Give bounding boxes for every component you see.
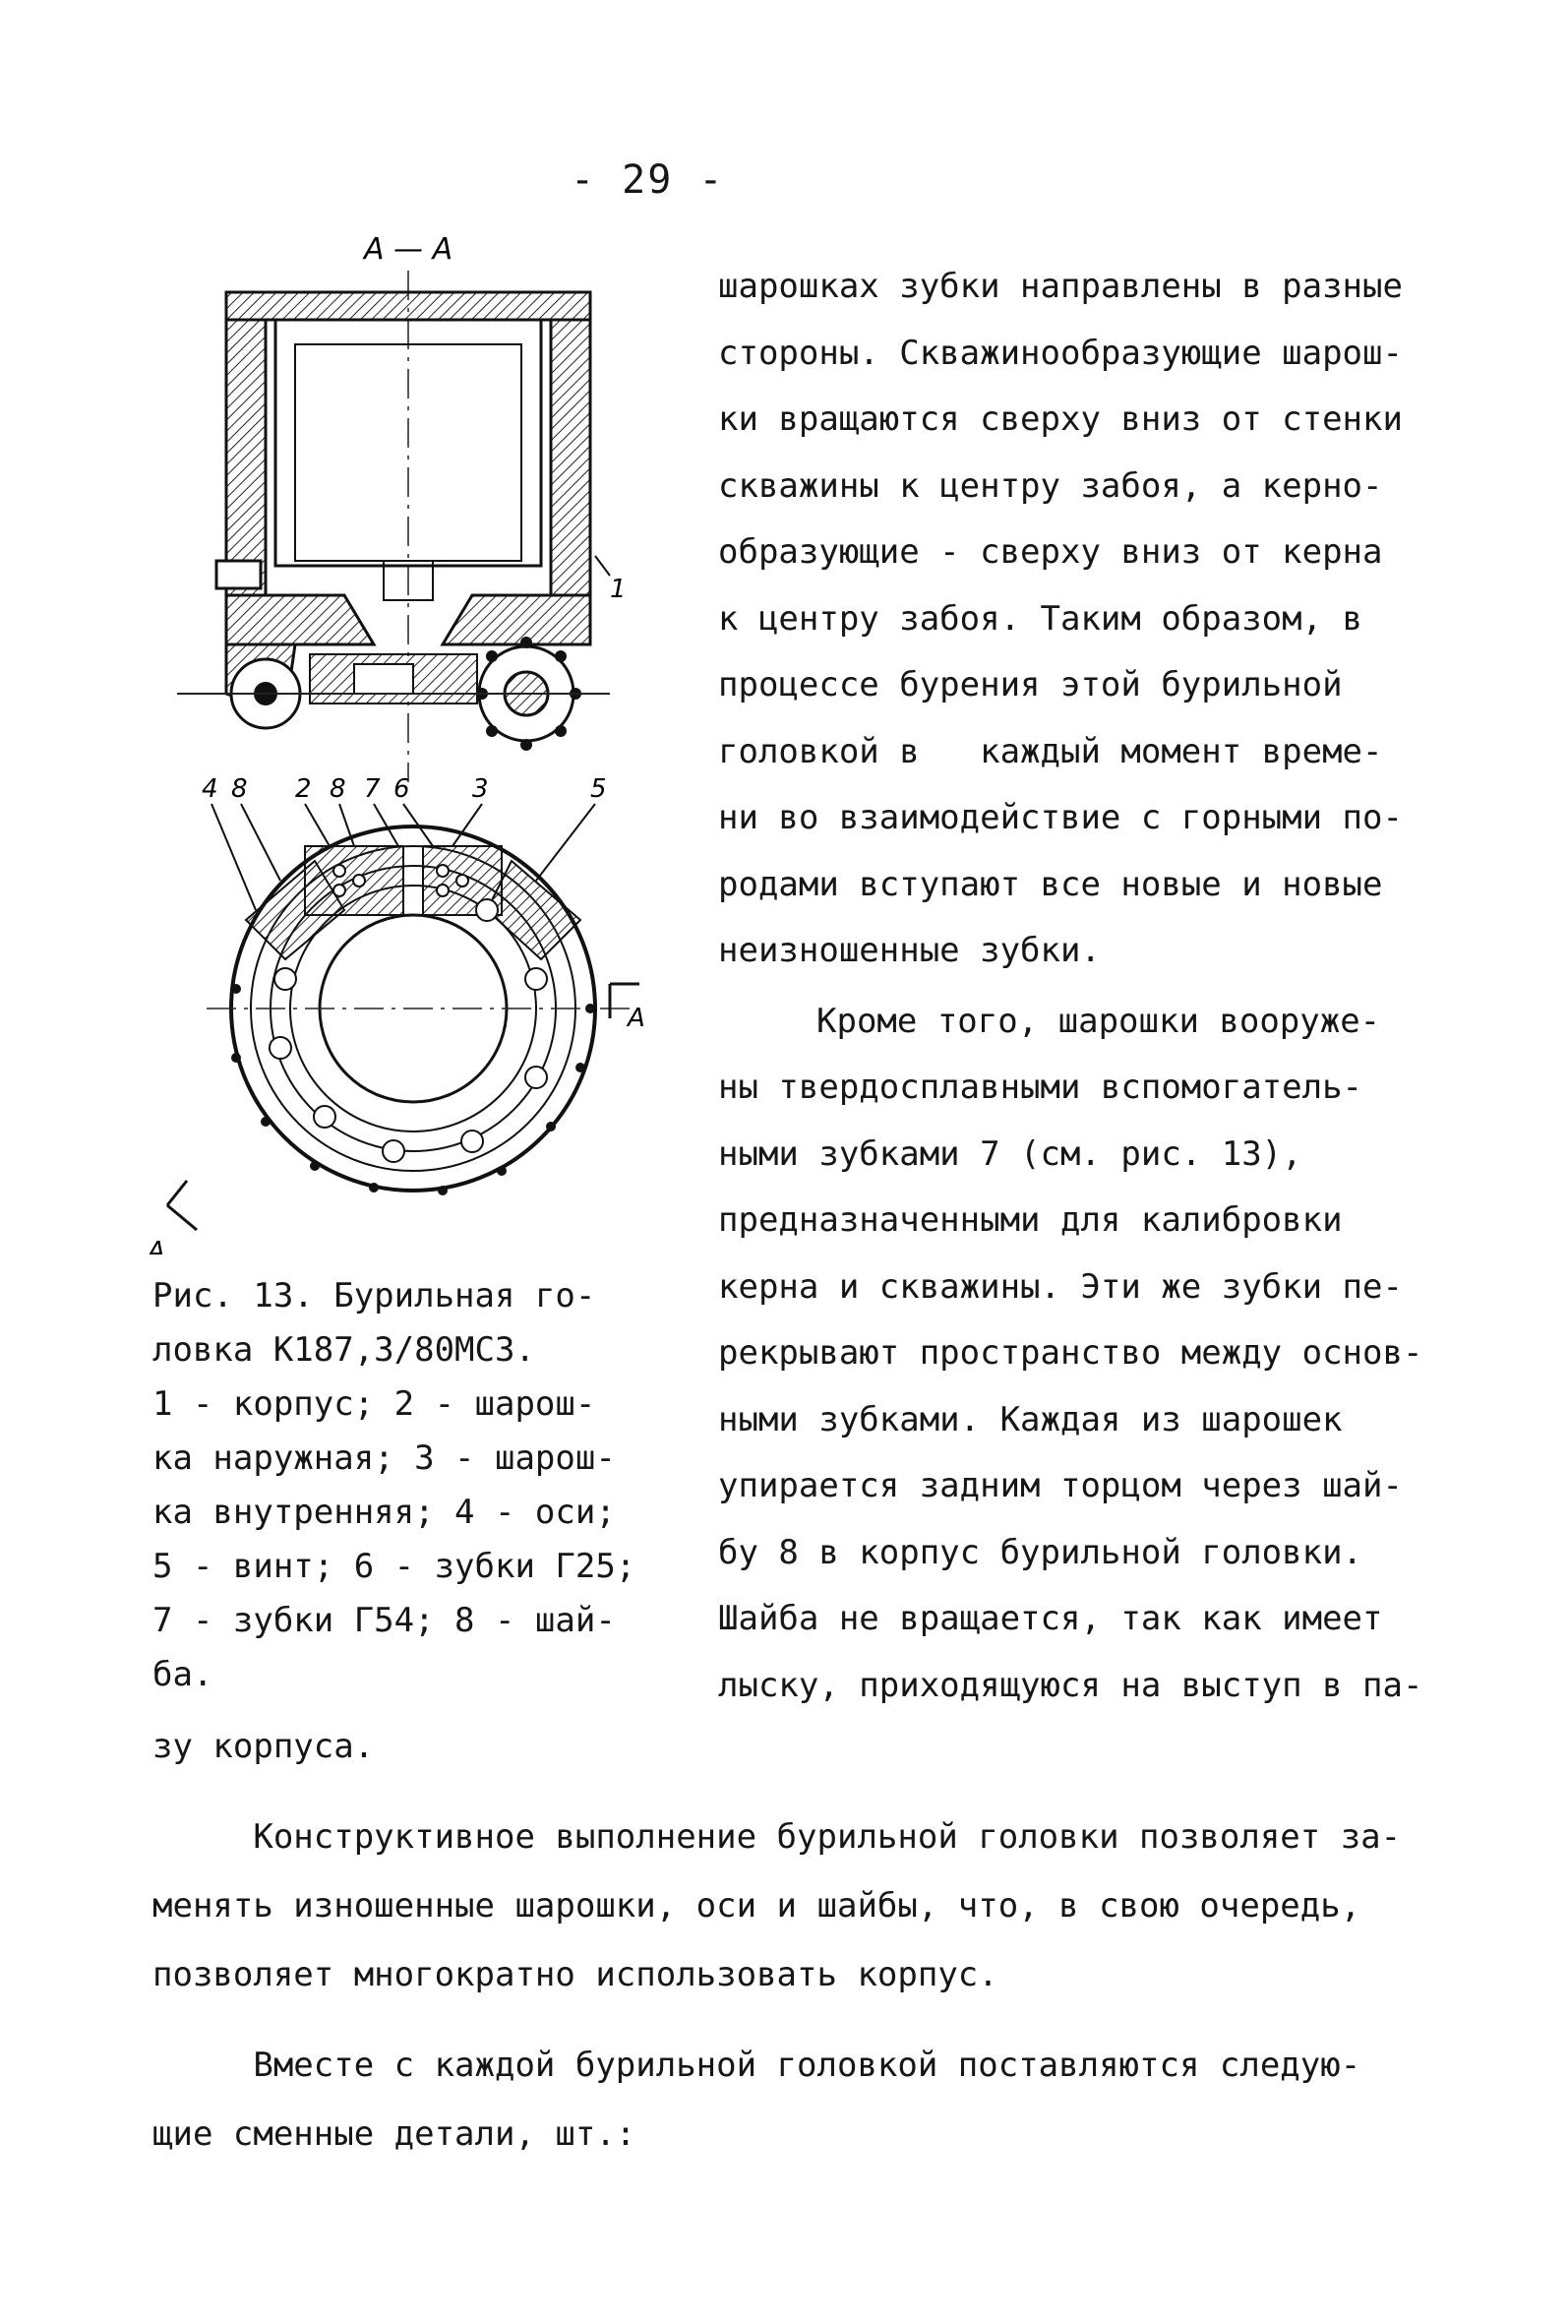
svg-text:3: 3 <box>472 774 489 804</box>
section-mark-left: А <box>148 1237 165 1254</box>
figure-caption <box>152 1269 664 1702</box>
text-line: ными зубками 7 (см. рис. 13), <box>718 1133 1302 1174</box>
text-line: позволяет многократно использовать корпус. <box>152 1955 998 1994</box>
text-line: образующие - сверху вниз от керна <box>718 532 1383 572</box>
text-line: зу корпуса. <box>152 1727 375 1766</box>
text-line: Шайба не вращается, так как имеет <box>718 1599 1383 1638</box>
section-label: А — А <box>364 232 453 267</box>
text-line: стороны. Скважинообразующие шарош- <box>718 333 1403 373</box>
text-line: щие сменные детали, шт.: <box>152 2114 636 2154</box>
page-number: - 29 - <box>571 157 725 203</box>
svg-text:2: 2 <box>295 774 312 804</box>
text-line: менять изношенные шарошки, оси и шайбы, что, в свою очередь, <box>152 1886 1361 1926</box>
caption-line: 7 - зубки Г54; 8 - шай- <box>152 1601 616 1640</box>
svg-text:7: 7 <box>364 774 381 804</box>
caption-line: Рис. 13. Бурильная го- <box>152 1276 596 1315</box>
caption-line: ка наружная; 3 - шарош- <box>152 1438 616 1478</box>
right-column-text <box>718 254 1456 1719</box>
text-line: ни во взаимодействие с горными по- <box>718 798 1403 837</box>
callout-1: 1 <box>610 575 627 604</box>
drill-head-drawing <box>148 231 698 1254</box>
text-line: бу 8 в корпус бурильной головки. <box>718 1532 1363 1572</box>
section-mark-right: А <box>628 1004 645 1033</box>
svg-text:4: 4 <box>202 774 218 804</box>
text-line: процессе бурения этой бурильной <box>718 665 1343 704</box>
text-line: рекрывают пространство между основ- <box>718 1333 1423 1373</box>
svg-text:6: 6 <box>393 774 410 804</box>
full-width-text <box>152 1712 1431 2169</box>
text-line: упирается задним торцом через шай- <box>718 1466 1403 1505</box>
text-line: к центру забоя. Таким образом, в <box>718 598 1363 639</box>
drill-head-figure <box>148 231 698 1254</box>
text-line: неизношенные зубки. <box>718 931 1101 970</box>
caption-line: 1 - корпус; 2 - шарош- <box>152 1384 596 1424</box>
text-line: ными зубками. Каждая из шарошек <box>718 1399 1343 1439</box>
text-line: Конструктивное выполнение бурильной головки позволяет за- <box>152 1817 1402 1857</box>
text-line: головкой в каждый момент време- <box>718 731 1383 771</box>
text-line: Вместе с каждой бурильной головкой поставляются следую- <box>152 2046 1361 2085</box>
caption-line: ка внутренняя; 4 - оси; <box>152 1493 616 1532</box>
text-line: лыску, приходящуюся на выступ в па- <box>718 1665 1423 1705</box>
text-line: шарошках зубки направлены в разные <box>718 267 1403 306</box>
text-line: ны твердосплавными вспомогатель- <box>718 1068 1363 1107</box>
section-view <box>177 292 627 751</box>
caption-line: ба. <box>152 1655 213 1694</box>
caption-line: 5 - винт; 6 - зубки Г25; <box>152 1547 636 1586</box>
plan-view <box>148 774 645 1254</box>
text-line: Кроме того, шарошки вооруже- <box>816 1001 1381 1041</box>
svg-text:8: 8 <box>231 774 248 804</box>
text-line: ки вращаются сверху вниз от стенки <box>718 399 1403 439</box>
caption-line: ловка К187,3/80МС3. <box>152 1330 535 1370</box>
text-line: предназначенными для калибровки <box>718 1200 1343 1240</box>
text-line: родами вступают все новые и новые <box>718 864 1383 904</box>
svg-text:8: 8 <box>330 774 346 804</box>
svg-text:5: 5 <box>590 774 607 804</box>
text-line: керна и скважины. Эти же зубки пе- <box>718 1266 1403 1307</box>
text-line: скважины к центру забоя, а керно- <box>718 465 1383 506</box>
